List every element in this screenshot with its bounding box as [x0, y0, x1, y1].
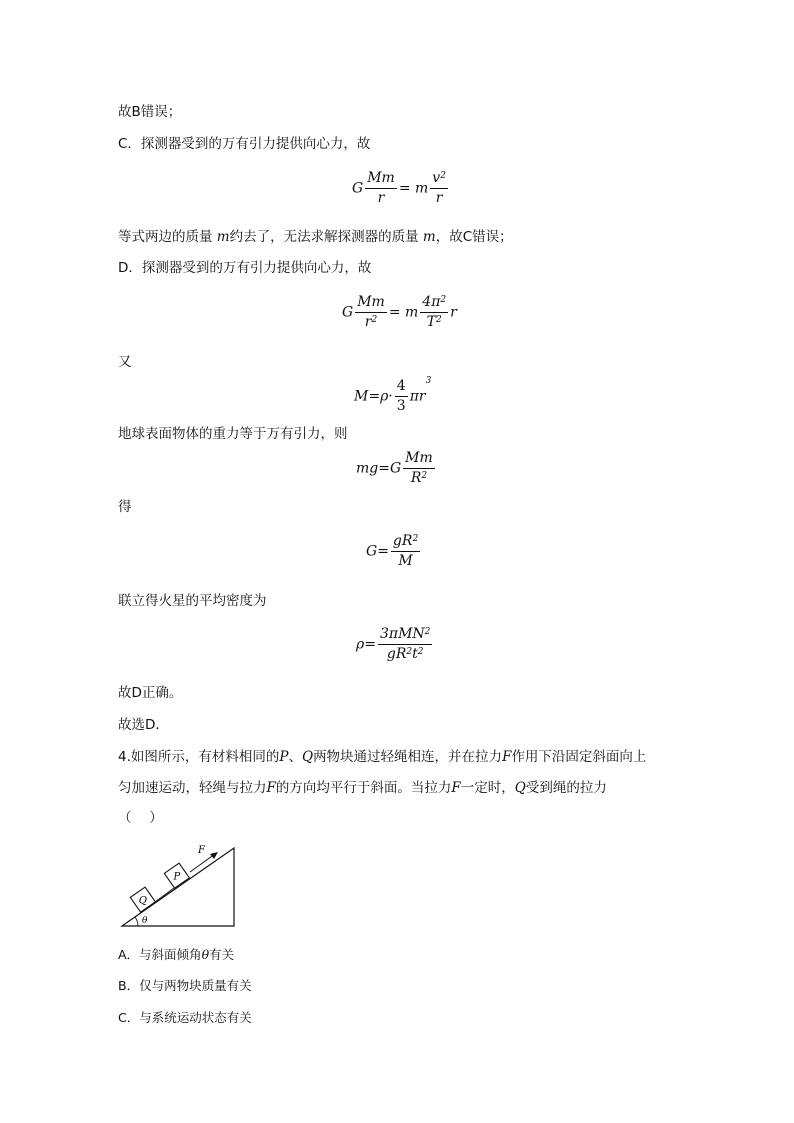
option-B[interactable]: B．仅与两物块质量有关 [118, 978, 252, 993]
eq1-frac1: $\frac{Mm}{r}$ [367, 170, 395, 206]
text-line-also: 又 [118, 354, 132, 370]
incline-figure [118, 838, 240, 930]
text-line-choose-d: 故选D． [118, 717, 169, 733]
question-4-paren: （ ） [118, 810, 163, 826]
force-arrowhead [210, 852, 218, 859]
rope [155, 888, 174, 902]
text-line-d-correct: 故D正确。 [118, 685, 183, 701]
text-line-obtain: 得 [118, 499, 132, 515]
angle-arc [135, 917, 138, 926]
eq2-frac2: $\frac{4\pi^2}{T^2}$ [422, 294, 447, 330]
label-P: P [173, 871, 181, 883]
label-Q: Q [138, 895, 147, 907]
eq2-frac1: $\frac{Mm}{r^2}$ [357, 294, 385, 330]
eq1-m: m [415, 180, 429, 197]
label-theta: θ [142, 916, 148, 926]
label-F: F [198, 845, 205, 856]
eq1-G: G [352, 180, 364, 197]
eq5-frac: $\frac{gR^2}{M}$ [392, 533, 419, 569]
text-line-density-intro: 联立得火星的平均密度为 [118, 593, 267, 609]
option-C[interactable]: C．与系统运动状态有关 [118, 1010, 252, 1025]
question-4-line-1: 4.如图所示，有材料相同的P、Q两物块通过轻绳相连，并在拉力F作用下沿固定斜面向上 [118, 749, 647, 765]
eq1-frac2: $\frac{v^2}{r}$ [432, 170, 446, 206]
eq4-frac: $\frac{Mm}{R^2}$ [405, 450, 433, 486]
question-4-line-2: 匀加速运动，轻绳与拉力F的方向均平行于斜面。当拉力F一定时，Q受到绳的拉力 [118, 780, 607, 796]
option-A[interactable]: A．与斜面倾角θ有关 [118, 947, 235, 962]
text-line-mass-cancel: 等式两边的质量 m约去了，无法求解探测器的质量 m，故C错误； [118, 229, 513, 245]
equation-5: G= $\frac{gR^2}{M}$ [366, 533, 419, 569]
equation-3: M=ρ· $\frac{4}{3}$ $\pi r^3$ [354, 376, 432, 414]
text-line-b-wrong: 故B错误； [118, 104, 182, 120]
equation-1 [352, 170, 450, 207]
text-line-earth-gravity: 地球表面物体的重力等于万有引力，则 [118, 426, 348, 442]
text-line-d-intro: D．探测器受到的万有引力提供向心力，故 [118, 260, 372, 276]
incline-triangle [122, 848, 234, 926]
equation-6: ρ= $\frac{3\pi MN^2}{gR^2t^2}$ [356, 626, 431, 662]
eq6-frac: $\frac{3\pi MN^2}{gR^2t^2}$ [379, 626, 431, 662]
eq1-equals: = [398, 180, 411, 197]
equation-4: mg=G $\frac{Mm}{R^2}$ [356, 450, 433, 486]
eq3-frac: $\frac{4}{3}$ [396, 378, 406, 414]
equation-2: G $\frac{Mm}{r^2}$ = m $\frac{4\pi^2}{T^2}$ r [342, 294, 457, 330]
text-line-c-intro: C．探测器受到的万有引力提供向心力，故 [118, 136, 371, 152]
